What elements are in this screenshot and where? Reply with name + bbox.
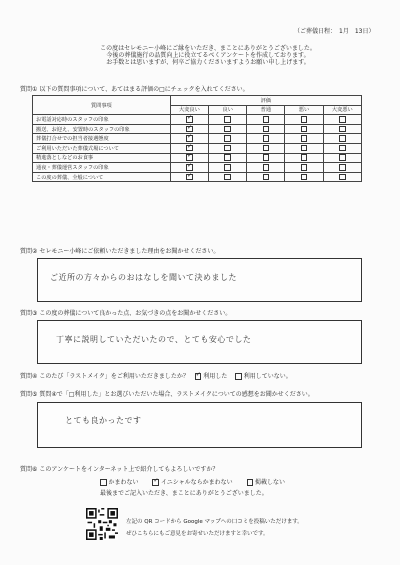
rating-checkbox[interactable] xyxy=(224,116,231,123)
rating-checkbox[interactable] xyxy=(263,154,270,161)
q1-rating-cell xyxy=(285,115,323,125)
rating-checkbox[interactable] xyxy=(301,154,308,161)
q1-rating-header: 悪い xyxy=(285,105,323,115)
rating-checkbox[interactable] xyxy=(186,164,193,171)
q1-rating-cell xyxy=(323,115,361,125)
q1-rating-cell xyxy=(323,124,361,134)
q1-table-row xyxy=(33,115,362,125)
q1-rating-cell xyxy=(247,163,285,173)
rating-checkbox[interactable] xyxy=(301,126,308,133)
rating-checkbox[interactable] xyxy=(186,154,193,161)
q4-option-yes[interactable] xyxy=(195,373,228,380)
rating-checkbox[interactable] xyxy=(224,154,231,161)
q6-text: このアンケートをインターネット上で紹介してもよろしいですか？ xyxy=(39,466,219,473)
q1-rating-cell xyxy=(323,134,361,144)
q1-rating-cell xyxy=(209,153,247,163)
q1-rating-cell xyxy=(209,124,247,134)
q1-rating-cell xyxy=(247,172,285,182)
rating-checkbox[interactable] xyxy=(263,164,270,171)
q1-table-row xyxy=(33,163,362,173)
q3-heading xyxy=(20,310,231,317)
q1-rating-cell xyxy=(209,143,247,153)
q1-rating-cell xyxy=(247,143,285,153)
q1-row-label: ご利用いただいた葬儀式場について xyxy=(33,143,171,153)
q6-initial-checkbox[interactable] xyxy=(152,479,159,486)
q1-text: 以下の質問事項について、あてはまる評価の□にチェックを入れてください。 xyxy=(39,86,249,93)
intro-text xyxy=(68,45,348,66)
q2-answer: ご近所の方々からのおはなしを聞いて決めました xyxy=(50,273,237,282)
q6-option-initial[interactable] xyxy=(152,479,232,486)
rating-checkbox[interactable] xyxy=(339,154,346,161)
rating-checkbox[interactable] xyxy=(263,126,270,133)
rating-checkbox[interactable] xyxy=(186,126,193,133)
q5-text: 質問④で「□利用した」とお選びいただいた場合、ラストメイクについての感想をお聞かせください。 xyxy=(39,391,314,398)
q1-rating-table xyxy=(32,95,362,182)
rating-checkbox[interactable] xyxy=(263,135,270,142)
rating-checkbox[interactable] xyxy=(339,126,346,133)
q5-answer-box[interactable] xyxy=(37,402,362,448)
q1-rating-cell xyxy=(247,115,285,125)
q1-row-label: 搬送、お迎え、安置時のスタッフの印象 xyxy=(33,124,171,134)
q1-row-label: この度の葬儀、全般について xyxy=(33,172,171,182)
q1-rating-cell xyxy=(285,134,323,144)
q4-yes-label: 利用した xyxy=(203,373,228,380)
q1-heading xyxy=(20,86,249,93)
q1-rating-cell xyxy=(285,143,323,153)
q4-row xyxy=(20,373,292,380)
q1-rating-cell xyxy=(247,153,285,163)
rating-checkbox[interactable] xyxy=(224,174,231,181)
q1-rating-cell xyxy=(323,172,361,182)
q1-rating-cell xyxy=(209,163,247,173)
q1-rating-cell xyxy=(285,172,323,182)
rating-checkbox[interactable] xyxy=(224,145,231,152)
q2-label: 質問② xyxy=(20,248,38,255)
rating-checkbox[interactable] xyxy=(224,135,231,142)
qr-code-icon[interactable] xyxy=(86,508,118,540)
q1-rating-cell xyxy=(247,124,285,134)
q6-ok-label: かまわない xyxy=(108,479,139,486)
intro-line-3: お手数とは思いますが、何卒ご協力くださいますようお願い申し上げます。 xyxy=(106,59,310,66)
q3-answer: 丁寧に説明していただいたので、とても安心でした xyxy=(56,335,252,344)
q1-table-row xyxy=(33,172,362,182)
rating-checkbox[interactable] xyxy=(339,174,346,181)
q6-no-checkbox[interactable] xyxy=(247,479,254,486)
q6-option-ok[interactable] xyxy=(100,479,139,486)
q6-option-no[interactable] xyxy=(247,479,286,486)
q1-col-item: 質問事項 xyxy=(33,96,171,115)
rating-checkbox[interactable] xyxy=(339,116,346,123)
q1-table-row xyxy=(33,153,362,163)
q4-no-checkbox[interactable] xyxy=(235,373,242,380)
rating-checkbox[interactable] xyxy=(224,126,231,133)
q5-label: 質問⑤ xyxy=(20,391,38,398)
q5-answer: とても良かったです xyxy=(65,416,142,425)
q6-closing: 最後までご記入いただき、まことにありがとうございました。 xyxy=(100,490,268,497)
q3-answer-box[interactable] xyxy=(37,320,362,364)
q1-row-label: 精進落としなどのお食事 xyxy=(33,153,171,163)
q1-rating-cell xyxy=(247,134,285,144)
q6-heading xyxy=(20,466,218,473)
q2-answer-box[interactable] xyxy=(37,258,362,302)
rating-checkbox[interactable] xyxy=(301,145,308,152)
rating-checkbox[interactable] xyxy=(224,164,231,171)
q1-label: 質問① xyxy=(20,86,38,93)
q1-table-row xyxy=(33,124,362,134)
q1-rating-cell xyxy=(209,172,247,182)
rating-checkbox[interactable] xyxy=(186,116,193,123)
rating-checkbox[interactable] xyxy=(339,164,346,171)
q1-rating-header: 普通 xyxy=(247,105,285,115)
q1-row-label: 葬儀打合せでの担当者接遇態度 xyxy=(33,134,171,144)
q1-rating-cell xyxy=(285,163,323,173)
rating-checkbox[interactable] xyxy=(301,164,308,171)
footer-line-1: 左記の QR コードから Google マップへの口コミを投稿いただけます。 xyxy=(126,519,303,525)
rating-checkbox[interactable] xyxy=(301,135,308,142)
footer-line-2: ぜひこちらにもご意見をお寄せいただけますと幸いです。 xyxy=(126,531,269,537)
rating-checkbox[interactable] xyxy=(263,174,270,181)
q4-option-no[interactable] xyxy=(235,373,292,380)
rating-checkbox[interactable] xyxy=(339,135,346,142)
rating-checkbox[interactable] xyxy=(186,174,193,181)
rating-checkbox[interactable] xyxy=(339,145,346,152)
q1-rating-header: 大変良い xyxy=(170,105,208,115)
q1-col-eval: 評価 xyxy=(170,96,361,106)
q6-label: 質問⑥ xyxy=(20,466,38,473)
q6-ok-checkbox[interactable] xyxy=(100,479,107,486)
q2-heading xyxy=(20,248,219,255)
rating-checkbox[interactable] xyxy=(301,116,308,123)
intro-line-1: この度はセレモニー小峰にご縁をいただき、まことにありがとうございました。 xyxy=(100,45,316,52)
q6-options xyxy=(100,479,285,486)
q1-rating-cell xyxy=(209,134,247,144)
rating-checkbox[interactable] xyxy=(263,116,270,123)
q4-no-label: 利用していない。 xyxy=(243,373,292,380)
q1-rating-header: 大変悪い xyxy=(323,105,361,115)
rating-checkbox[interactable] xyxy=(263,145,270,152)
q5-heading xyxy=(20,391,314,398)
q1-row-label: 通夜・葬儀運営スタッフの印象 xyxy=(33,163,171,173)
q3-text: この度の葬儀について良かった点、お気づきの点をお聞かせください。 xyxy=(39,310,232,317)
q1-rating-cell xyxy=(170,172,208,182)
q1-rating-cell xyxy=(323,153,361,163)
q4-yes-checkbox[interactable] xyxy=(195,373,202,380)
q1-rating-cell xyxy=(323,143,361,153)
q6-no-label: 掲載しない xyxy=(255,479,286,486)
q1-table-row xyxy=(33,134,362,144)
rating-checkbox[interactable] xyxy=(186,145,193,152)
q4-text: このたび「ラストメイク」をご利用いただきましたか？ xyxy=(39,373,189,380)
q1-rating-cell xyxy=(323,163,361,173)
q1-rating-cell xyxy=(285,124,323,134)
q3-label: 質問③ xyxy=(20,310,38,317)
q6-initial-label: イニシャルならかまわない xyxy=(160,479,233,486)
rating-checkbox[interactable] xyxy=(301,174,308,181)
q4-label: 質問④ xyxy=(20,373,38,380)
rating-checkbox[interactable] xyxy=(186,135,193,142)
ceremony-date: （ご葬儀日程： 1月 13日） xyxy=(294,28,375,35)
intro-line-2: 今後の葬儀施行の品質向上に役立てるべくアンケートを作成しております。 xyxy=(106,52,310,59)
q1-rating-cell xyxy=(285,153,323,163)
q1-table-row xyxy=(33,143,362,153)
q2-text: セレモニー小峰にご依頼いただきました理由をお聞かせください。 xyxy=(39,248,220,255)
q1-row-label: お電話対応時のスタッフの印象 xyxy=(33,115,171,125)
q1-rating-cell xyxy=(209,115,247,125)
q1-rating-header: 良い xyxy=(209,105,247,115)
